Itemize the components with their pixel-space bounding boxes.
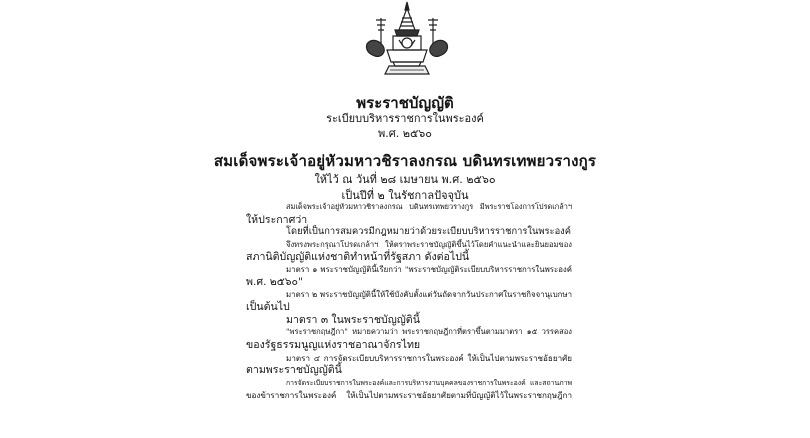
- section-line: มาตรา ๓ ในพระราชบัญญัตินี้: [286, 313, 420, 326]
- act-year: พ.ศ. ๒๕๖๐: [378, 127, 432, 140]
- body-line: จึงทรงพระกรุณาโปรดเกล้าฯ ให้ตราพระราชบัญญัติขึ้นไว้โดยคำแนะนำและยินยอมของ: [286, 239, 572, 249]
- body-line: ของข้าราชการในพระองค์ ให้เป็นไปตามพระราชอัธยาศัยตามที่บัญญัติไว้ในพระราชกฤษฎีกา: [246, 390, 572, 401]
- body-line: ตามพระราชบัญญัตินี้: [246, 364, 342, 377]
- section-line: มาตรา ๒ พระราชบัญญัตินี้ให้ใช้บังคับตั้งแต่วันถัดจากวันประกาศในราชกิจจานุเบกษา: [286, 289, 572, 299]
- definition-line: "พระราชกฤษฎีกา" หมายความว่า พระราชกฤษฎีกาที่ตราขึ้นตามมาตรา ๑๕ วรรคสอง: [286, 327, 572, 337]
- act-subtitle: ระเบียบบริหารราชการในพระองค์: [326, 112, 484, 125]
- act-body: [246, 201, 572, 402]
- body-line: พ.ศ. ๒๕๖๐": [246, 276, 303, 289]
- body-line: สมเด็จพระเจ้าอยู่หัวมหาวชิราลงกรณ บดินทรเทพยวรางกูร มีพระราชโองการโปรดเกล้าฯ: [286, 202, 572, 211]
- body-line: ของรัฐธรรมนูญแห่งราชอาณาจักรไทย: [246, 339, 421, 352]
- section-line: มาตรา ๑ พระราชบัญญัตินี้เรียกว่า "พระราชบัญญัติระเบียบบริหารราชการในพระองค์: [286, 264, 572, 274]
- royal-emblem-icon: [359, 0, 455, 84]
- body-line: สภานิติบัญญัติแห่งชาติทำหน้าที่รัฐสภา ดังต่อไปนี้: [246, 251, 470, 264]
- body-line: ให้ประกาศว่า: [246, 213, 308, 226]
- king-name-line: สมเด็จพระเจ้าอยู่หัวมหาวชิราลงกรณ บดินทรเทพยวรางกูร: [213, 152, 597, 170]
- body-line: โดยที่เป็นการสมควรมีกฎหมายว่าด้วยระเบียบบริหารราชการในพระองค์: [286, 226, 571, 238]
- reign-year-line: เป็นปีที่ ๒ ในรัชกาลปัจจุบัน: [341, 189, 469, 202]
- body-line: เป็นต้นไป: [246, 301, 290, 314]
- act-title: พระราชบัญญัติ: [356, 94, 454, 112]
- section-line: มาตรา ๔ การจัดระเบียบบริหารราชการในพระองค์ ให้เป็นไปตามพระราชอัธยาศัย: [286, 352, 572, 363]
- given-date-line: ให้ไว้ ณ วันที่ ๒๘ เมษายน พ.ศ. ๒๕๖๐: [314, 173, 496, 186]
- body-line: การจัดระเบียบราชการในพระองค์และการบริหารงานบุคคลของราชการในพระองค์ และสถานภาพ: [286, 378, 572, 387]
